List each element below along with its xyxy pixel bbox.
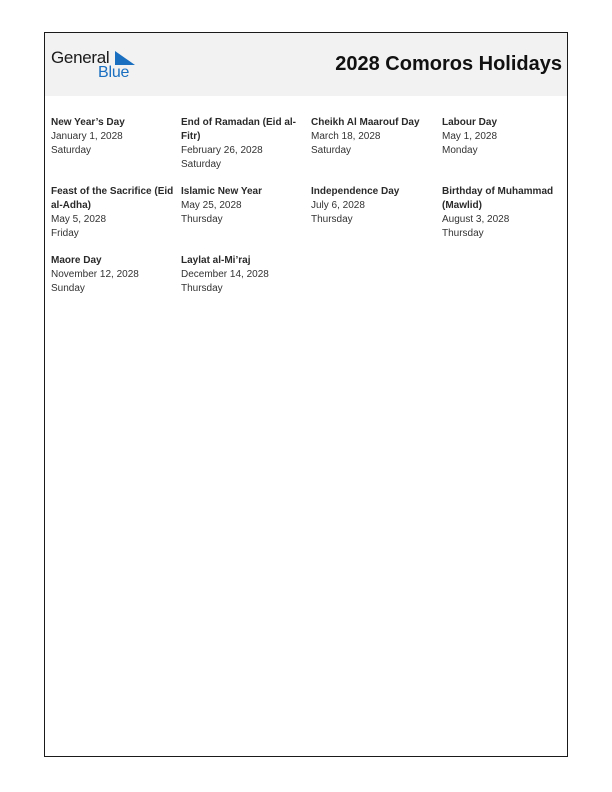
holiday-item (442, 185, 567, 241)
holiday-date: February 26, 2028 (181, 145, 263, 156)
holiday-date: August 3, 2028 (442, 214, 510, 225)
holiday-date: May 1, 2028 (442, 131, 498, 142)
logo-blue-text: Blue (98, 64, 130, 81)
logo-general-text: General (51, 48, 110, 67)
holiday-name: Independence Day (311, 186, 400, 197)
holiday-item (311, 185, 442, 241)
logo-triangle-icon (115, 51, 135, 65)
holiday-weekday: Monday (442, 145, 478, 156)
holiday-name: Feast of the Sacrifice (Eid al-Adha) (51, 186, 174, 211)
holiday-item (51, 254, 181, 296)
holiday-item (181, 116, 311, 172)
logo (51, 48, 141, 82)
holiday-date: July 6, 2028 (311, 200, 365, 211)
holiday-name: Maore Day (51, 255, 102, 266)
holiday-item (51, 116, 181, 172)
holiday-name: Cheikh Al Maarouf Day (311, 117, 420, 128)
header (45, 33, 567, 96)
holiday-weekday: Thursday (181, 283, 223, 294)
page-frame (44, 32, 568, 757)
holiday-date: November 12, 2028 (51, 269, 139, 280)
holiday-item (311, 116, 442, 172)
holiday-weekday: Thursday (442, 228, 484, 239)
holiday-item (51, 185, 181, 241)
holiday-date: January 1, 2028 (51, 131, 123, 142)
holiday-name: Birthday of Muhammad (Mawlid) (442, 186, 554, 211)
holiday-name: Labour Day (442, 117, 498, 128)
holiday-item (442, 116, 567, 172)
holiday-weekday: Saturday (181, 159, 222, 170)
holiday-name: End of Ramadan (Eid al-Fitr) (181, 117, 297, 142)
holiday-weekday: Friday (51, 228, 79, 239)
holiday-date: March 18, 2028 (311, 131, 381, 142)
holiday-date: May 25, 2028 (181, 200, 242, 211)
holiday-item (181, 185, 311, 241)
holiday-weekday: Saturday (311, 145, 352, 156)
holiday-name: Islamic New Year (181, 186, 262, 197)
page-title: 2028 Comoros Holidays (335, 53, 562, 75)
holiday-date: December 14, 2028 (181, 269, 269, 280)
holiday-weekday: Thursday (311, 214, 353, 225)
holiday-name: Laylat al-Mi’raj (181, 255, 251, 266)
holiday-name: New Year’s Day (51, 117, 125, 128)
holiday-grid (51, 116, 567, 296)
holiday-weekday: Sunday (51, 283, 85, 294)
holiday-item (181, 254, 311, 296)
holiday-weekday: Thursday (181, 214, 223, 225)
holiday-weekday: Saturday (51, 145, 92, 156)
holiday-date: May 5, 2028 (51, 214, 107, 225)
